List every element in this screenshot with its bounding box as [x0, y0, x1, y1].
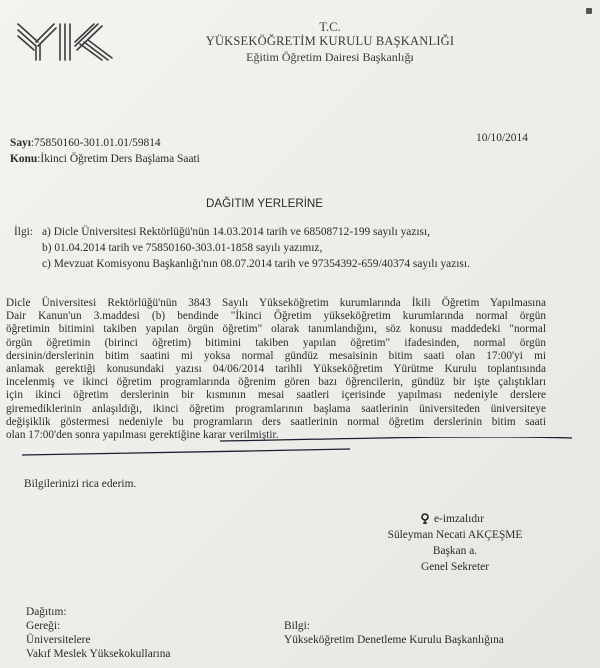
signatory-name: Süleyman Necati AKÇEŞME — [387, 529, 523, 541]
institution-heading: YÜKSEKÖĞRETİM KURULU BAŞKANLIĞI — [205, 34, 455, 48]
body-paragraph — [6, 297, 546, 442]
sayi-value: :75850160-301.01.01/59814 — [30, 137, 161, 149]
konu-label: Konu — [10, 153, 38, 165]
logo-text: YÖK — [14, 20, 17, 21]
body-line: değişiklik göstermesi nedeniyle bu programların ders saatlerinin normal öğretim derslerinin bitim saati — [6, 415, 546, 428]
sayi-row — [10, 136, 161, 150]
document-date: 10/10/2014 — [476, 132, 528, 144]
ilgi-item-c: c) Mevzuat Komisyonu Başkanlığı'nın 08.07.2014 tarih ve 97354392-659/40374 sayılı yazısı. — [42, 258, 470, 270]
ilgi-item-a: a) Dicle Üniversitesi Rektörlüğü'nün 14.03.2014 tarih ve 68508712-199 sayılı yazısı, — [42, 226, 430, 238]
ilgi-label: İlgi: — [14, 226, 33, 238]
body-line: dersinin/derslerinin bitim saatini mi yoksa normal gündüz mesaisinin bitim saati olan 17:00'yi mi — [6, 349, 546, 362]
body-line: Dair Kanun'un 3.maddesi (b) bendinde "İkinci Öğretim yükseköğretim kurumlarında normal örgün — [6, 310, 546, 323]
gereği-item: Vakıf Meslek Yüksekokullarına — [26, 648, 171, 660]
body-line: örgün öğretimin (birinci öğretim) bitimini takiben yapılan öğretim" ifadesinden, normal örgün — [6, 336, 546, 349]
bilgi-item: Yükseköğretim Denetleme Kurulu Başkanlığına — [284, 634, 504, 646]
body-line: anlamak gerektiği konusundaki yazısı 04/06/2014 tarihli Yükseköğretim Yürütme Kurulu toplantısında — [6, 363, 546, 376]
signatory-title-1: Başkan a. — [432, 545, 478, 557]
handwritten-underline — [20, 437, 580, 467]
ilgi-item-b: b) 01.04.2014 tarih ve 75850160-303.01-1858 sayılı yazımız, — [42, 242, 323, 254]
department-heading: Eğitim Öğretim Dairesi Başkanlığı — [246, 50, 414, 64]
e-signature-icon — [420, 513, 430, 525]
body-line: incelenmiş ve ikinci öğretim programlarında öğrenim gören bazı öğrencilerin, gündüz bir işte çalıştıkları — [6, 376, 546, 389]
konu-row — [10, 152, 200, 166]
body-line: Dicle Üniversitesi Rektörlüğü'nün 3843 Sayılı Yükseköğretim kurumlarında İkili Öğretim Yapılmasına — [6, 297, 546, 309]
body-line: öğretimin bitimini takiben yapılan örgün öğretim" olarak tanımlandığını, söz konusu maddedeki "normal — [6, 323, 546, 336]
body-line: olan 17:00'den sonra yapılması gerektiğine karar verilmiştir. — [6, 429, 279, 442]
closing-text: Bilgilerinizi rica ederim. — [24, 478, 137, 490]
e-signed-label: e-imzalıdır — [434, 513, 484, 525]
distribution-header: Dağıtım: — [26, 606, 67, 618]
body-line: için ikinci öğretim derslerinin bir kısmının mesai saatleri içerisinde yapılması nedeniyle derslere — [6, 389, 546, 402]
gereği-item: Üniversitelere — [26, 634, 91, 646]
body-line: giremediklerinin anlaşıldığı, ikinci öğretim programlarının başlama saatlerinin üniversiteden üniversiteye — [6, 402, 546, 415]
yok-logo — [14, 20, 134, 62]
gereği-label: Gereği: — [26, 620, 61, 632]
signatory-title-2: Genel Sekreter — [421, 561, 489, 573]
country-heading: T.C. — [319, 20, 341, 34]
recipient-heading: DAĞITIM YERLERİNE — [206, 197, 324, 210]
corner-mark — [586, 8, 592, 14]
sayi-label: Sayı — [10, 137, 31, 149]
konu-value: :İkinci Öğretim Ders Başlama Saati — [37, 153, 200, 165]
bilgi-label: Bilgi: — [284, 620, 310, 632]
